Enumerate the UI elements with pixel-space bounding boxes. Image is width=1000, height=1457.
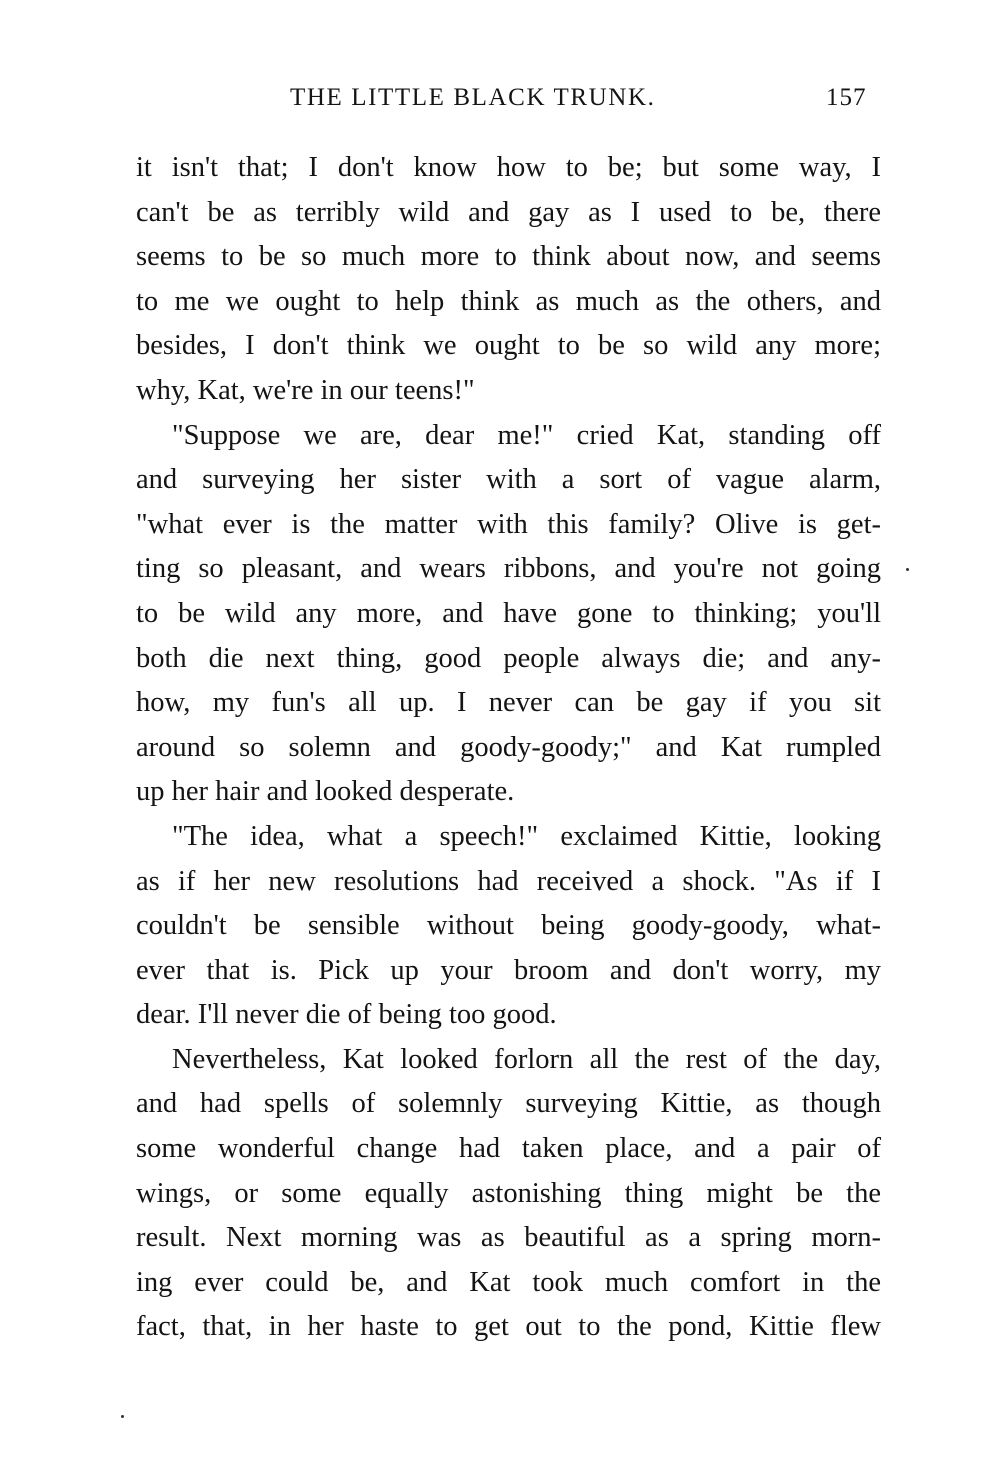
text-line: ever that is. Pick up your broom and don't worry, my — [136, 954, 881, 986]
text-line: "what ever is the matter with this family? Olive is get- — [136, 508, 881, 540]
text-line: ing ever could be, and Kat took much comfort in the — [136, 1266, 881, 1298]
text-line: it isn't that; I don't know how to be; but some way, I — [136, 152, 881, 183]
text-line: couldn't be sensible without being goody-goody, what- — [136, 910, 881, 942]
text-line: both die next thing, good people always die; and any- — [136, 642, 881, 674]
text-line: seems to be so much more to think about now, and seems — [136, 241, 881, 273]
text-line: result. Next morning was as beautiful as a spring morn- — [136, 1222, 881, 1254]
text-line: how, my fun's all up. I never can be gay if you sit — [136, 687, 881, 719]
text-line: wings, or some equally astonishing thing might be the — [136, 1177, 881, 1209]
text-line: around so solemn and goody-goody;" and Kat rumpled — [136, 731, 881, 763]
text-line: fact, that, in her haste to get out to the pond, Kittie flew — [136, 1311, 881, 1343]
text-line: to be wild any more, and have gone to thinking; you'll — [136, 597, 881, 629]
text-line: up her hair and looked desperate. — [136, 776, 515, 808]
text-line: and surveying her sister with a sort of vague alarm, — [136, 464, 881, 496]
running-title: THE LITTLE BLACK TRUNK. — [290, 84, 656, 111]
text-line: Nevertheless, Kat looked forlorn all the rest of the day, — [172, 1043, 881, 1075]
page-number: 157 — [826, 84, 867, 111]
text-line: as if her new resolutions had received a shock. "As if I — [136, 865, 881, 897]
running-header — [0, 80, 1000, 120]
text-line: dear. I'll never die of being too good. — [136, 999, 557, 1031]
scan-speck — [121, 1415, 124, 1418]
body-text — [136, 146, 881, 1350]
text-line: some wonderful change had taken place, and a pair of — [136, 1133, 881, 1165]
scan-speck — [906, 568, 909, 571]
text-line: besides, I don't think we ought to be so wild any more; — [136, 330, 881, 362]
text-line: why, Kat, we're in our teens!" — [136, 374, 475, 406]
text-line: ting so pleasant, and wears ribbons, and you're not going — [136, 553, 881, 585]
text-line: and had spells of solemnly surveying Kittie, as though — [136, 1088, 881, 1120]
text-line: can't be as terribly wild and gay as I used to be, there — [136, 196, 881, 228]
text-line: to me we ought to help think as much as the others, and — [136, 285, 881, 317]
text-line: "The idea, what a speech!" exclaimed Kittie, looking — [172, 820, 881, 852]
text-line: "Suppose we are, dear me!" cried Kat, standing off — [172, 419, 881, 451]
